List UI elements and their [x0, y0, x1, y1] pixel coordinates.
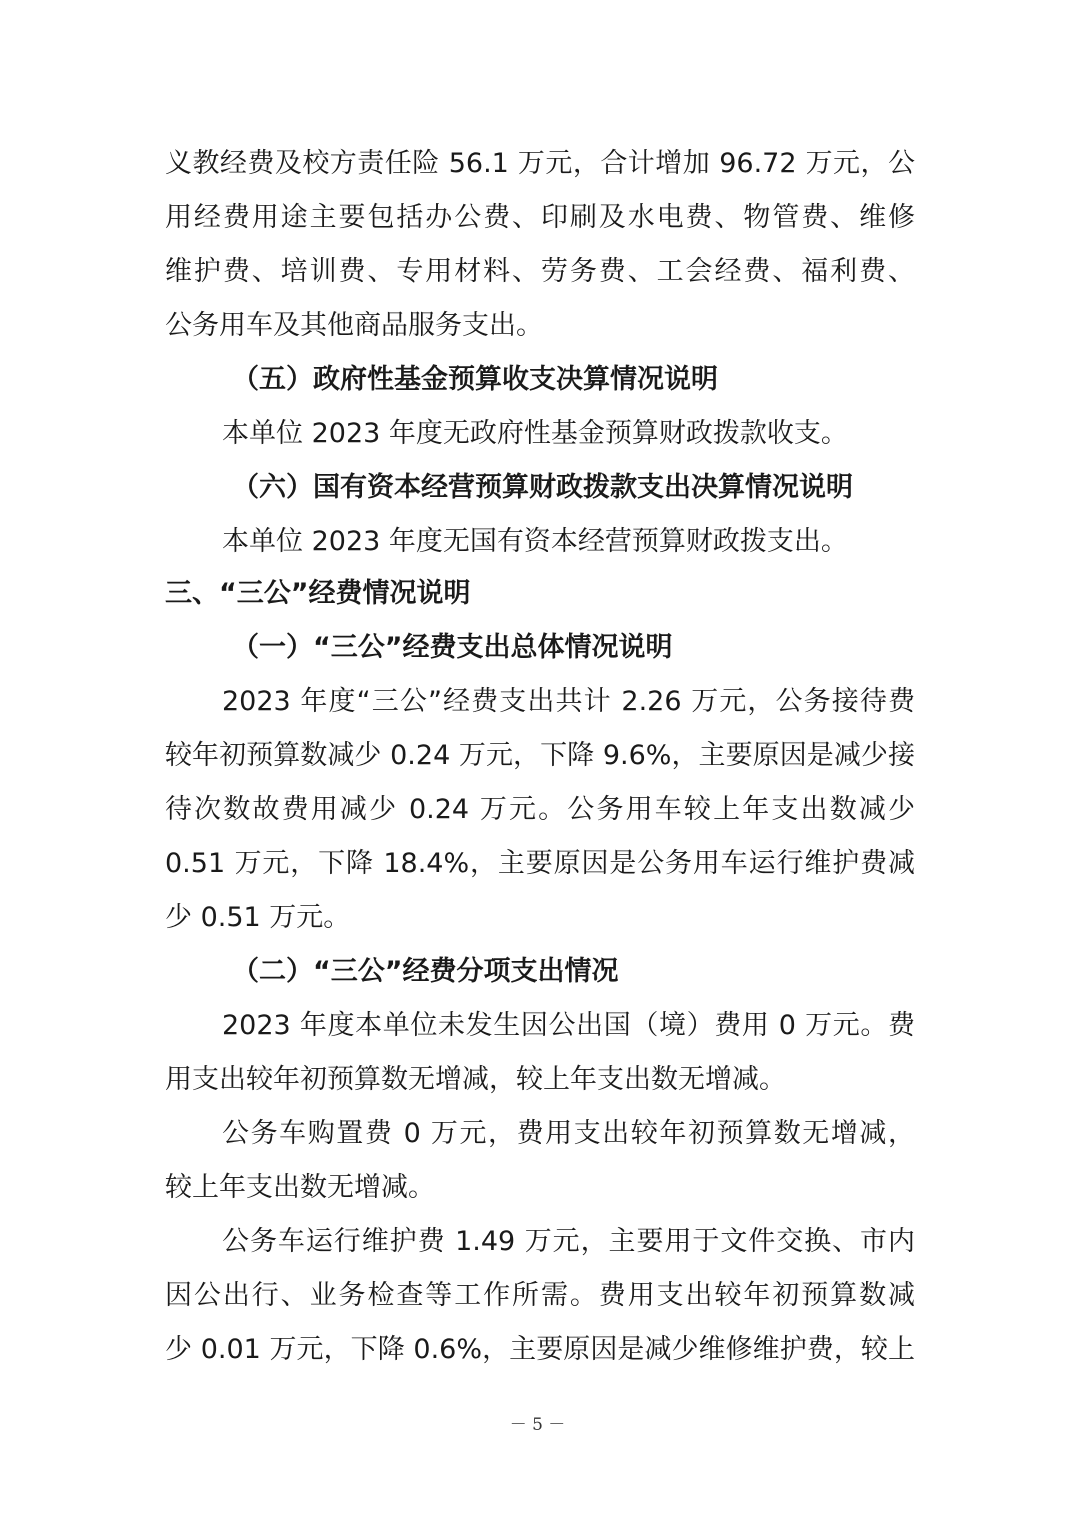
- paragraph-line: 2023 年度“三公”经费支出共计 2.26 万元，公务接待费: [222, 686, 915, 717]
- paragraph-line: 维护费、培训费、专用材料、劳务费、工会经费、福利费、: [165, 256, 915, 287]
- paragraph-line: 本单位 2023 年度无国有资本经营预算财政拨支出。: [222, 526, 848, 557]
- section-heading: （二）“三公”经费分项支出情况: [232, 956, 619, 987]
- paragraph-line: 公务用车及其他商品服务支出。: [165, 310, 543, 341]
- paragraph-line: 少 0.01 万元，下降 0.6%，主要原因是减少维修维护费，较上: [165, 1334, 915, 1365]
- paragraph-line: 待次数故费用减少 0.24 万元。公务用车较上年支出数减少: [165, 794, 915, 825]
- section-heading: （五）政府性基金预算收支决算情况说明: [232, 364, 718, 395]
- paragraph-line: 因公出行、业务检查等工作所需。费用支出较年初预算数减: [165, 1280, 915, 1311]
- paragraph-line: 用支出较年初预算数无增减，较上年支出数无增减。: [165, 1064, 786, 1095]
- page-number: － 5 －: [509, 1415, 566, 1435]
- paragraph-line: 公务车运行维护费 1.49 万元，主要用于文件交换、市内: [222, 1226, 915, 1257]
- paragraph-line: 义教经费及校方责任险 56.1 万元，合计增加 96.72 万元，公: [165, 148, 915, 179]
- paragraph-line: 0.51 万元，下降 18.4%，主要原因是公务用车运行维护费减: [165, 848, 915, 879]
- paragraph-line: 公务车购置费 0 万元，费用支出较年初预算数无增减，: [222, 1118, 915, 1149]
- paragraph-line: 少 0.51 万元。: [165, 902, 351, 933]
- section-heading: （一）“三公”经费支出总体情况说明: [232, 632, 673, 663]
- paragraph-line: 用经费用途主要包括办公费、印刷及水电费、物管费、维修: [165, 202, 915, 233]
- paragraph-line: 较年初预算数减少 0.24 万元，下降 9.6%，主要原因是减少接: [165, 740, 915, 771]
- paragraph-line: 本单位 2023 年度无政府性基金预算财政拨款收支。: [222, 418, 848, 449]
- chapter-heading: 三、“三公”经费情况说明: [165, 578, 471, 609]
- paragraph-line: 较上年支出数无增减。: [165, 1172, 435, 1203]
- paragraph-line: 2023 年度本单位未发生因公出国（境）费用 0 万元。费: [222, 1010, 915, 1041]
- section-heading: （六）国有资本经营预算财政拨款支出决算情况说明: [232, 472, 853, 503]
